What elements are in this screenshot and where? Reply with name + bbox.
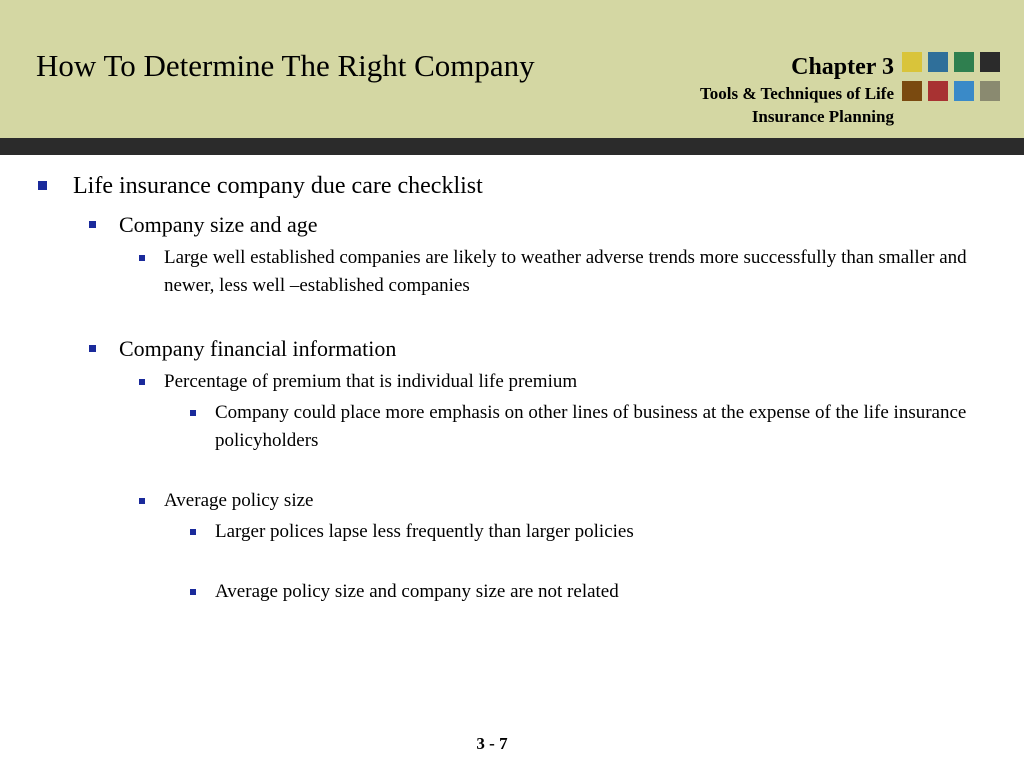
bullet-text: Company could place more emphasis on other lines of business at the expense of the life insurance policyholders	[215, 402, 967, 451]
color-square-brown	[902, 81, 922, 101]
bullet-text: Company financial information	[119, 336, 397, 361]
bullet-text: Large well established companies are likely to weather adverse trends more successfully than smaller and newer, less well –established companies	[164, 247, 967, 296]
bullet-level-2	[0, 332, 1024, 365]
square-bullet-icon	[190, 410, 196, 416]
bullet-text: Average policy size	[164, 490, 314, 511]
bullet-level-4	[0, 399, 1024, 455]
bullet-level-1	[0, 168, 1024, 204]
bullet-text: Life insurance company due care checklist	[73, 173, 483, 199]
bullet-level-3	[0, 487, 1024, 515]
color-square-black	[980, 52, 1000, 72]
square-bullet-icon	[38, 181, 47, 190]
bullet-level-3	[0, 244, 1024, 300]
square-bullet-icon	[139, 379, 145, 385]
square-bullet-icon	[190, 589, 196, 595]
page-number: 3 - 7	[476, 734, 508, 753]
square-bullet-icon	[139, 255, 145, 261]
bullet-text: Percentage of premium that is individual life premium	[164, 371, 578, 392]
square-bullet-icon	[139, 498, 145, 504]
slide-body	[0, 168, 1024, 606]
bullet-level-3	[0, 368, 1024, 396]
chapter-label: Chapter 3	[791, 54, 894, 80]
bullet-level-4	[0, 518, 1024, 546]
bullet-text: Company size and age	[119, 212, 318, 237]
slide-title: How To Determine The Right Company	[36, 48, 535, 83]
bullet-text: Average policy size and company size are not related	[215, 581, 619, 602]
chapter-subtitle: Tools & Techniques of Life Insurance Planning	[700, 84, 894, 126]
color-square-teal-blue	[928, 52, 948, 72]
decorative-color-squares	[902, 52, 1006, 101]
slide-header	[0, 0, 1024, 138]
bullet-text: Larger polices lapse less frequently than larger policies	[215, 521, 634, 542]
square-bullet-icon	[89, 345, 96, 352]
header-divider-bar	[0, 138, 1024, 155]
color-square-green	[954, 52, 974, 72]
chapter-block	[634, 52, 894, 128]
color-square-blue	[954, 81, 974, 101]
square-bullet-icon	[89, 221, 96, 228]
square-bullet-icon	[190, 529, 196, 535]
bullet-level-2	[0, 208, 1024, 241]
bullet-level-4	[0, 578, 1024, 606]
color-square-yellow	[902, 52, 922, 72]
color-square-red	[928, 81, 948, 101]
color-square-gray	[980, 81, 1000, 101]
